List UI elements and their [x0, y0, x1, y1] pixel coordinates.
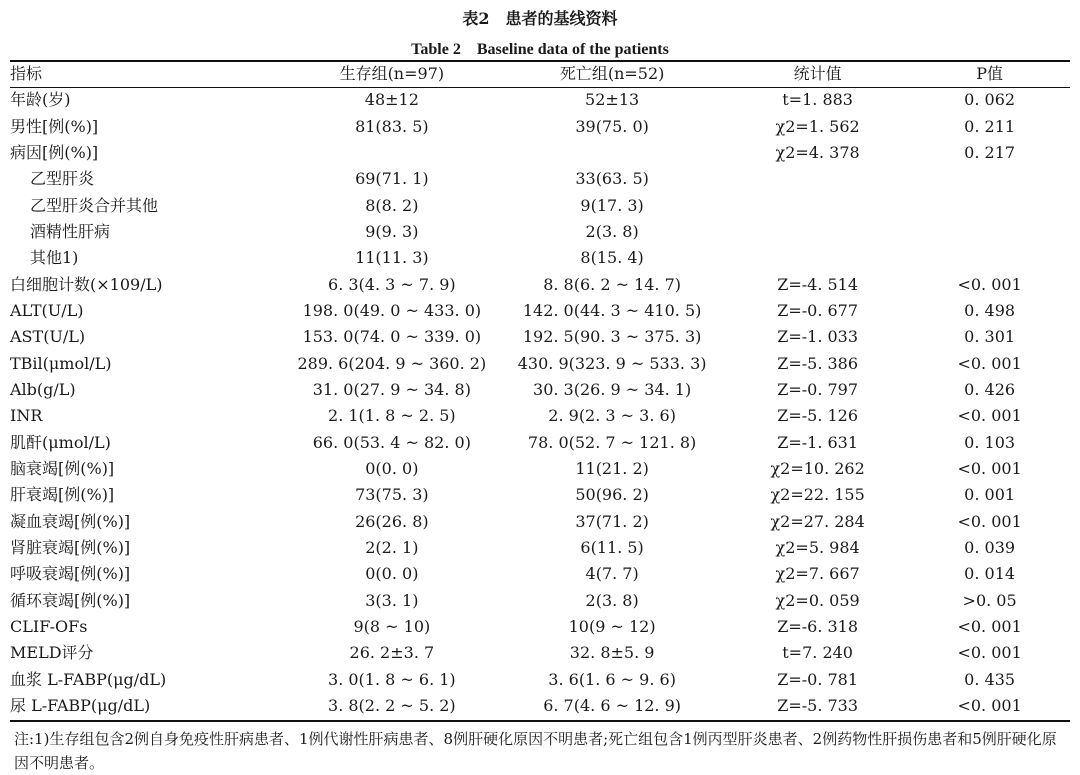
cell-p-value: >0. 05	[962, 590, 1017, 610]
table-row	[10, 429, 1070, 455]
cell-p-value: <0. 001	[957, 458, 1022, 478]
cell-survival: 2. 1(1. 8 ~ 2. 5)	[328, 406, 456, 426]
row-label: 肌酐(μmol/L)	[10, 432, 111, 452]
cell-p-value: 0. 001	[964, 485, 1016, 505]
cell-p-value: 0. 435	[964, 669, 1016, 689]
cell-death: 3. 6(1. 6 ~ 9. 6)	[548, 669, 676, 689]
row-label: Alb(g/L)	[10, 379, 76, 399]
cell-p-value: 0. 426	[964, 379, 1016, 399]
cell-p-value: <0. 001	[957, 274, 1022, 294]
cell-statistic: t=1. 883	[782, 90, 853, 110]
table-row	[10, 298, 1070, 324]
row-label: AST(U/L)	[10, 327, 86, 347]
cell-death: 8(15. 4)	[580, 248, 644, 268]
row-label: 其他1)	[30, 248, 79, 268]
row-label: 血浆 L-FABP(μg/dL)	[10, 669, 167, 689]
cell-statistic	[726, 192, 909, 218]
cell-statistic: Z=-0. 797	[777, 379, 859, 399]
cell-death: 192. 5(90. 3 ~ 375. 3)	[522, 327, 702, 347]
table-row	[10, 324, 1070, 350]
table-row	[10, 535, 1070, 561]
cell-statistic: Z=-1. 033	[777, 327, 859, 347]
table-row	[10, 456, 1070, 482]
cell-statistic: Z=-0. 677	[777, 300, 859, 320]
cell-p-value	[909, 245, 1070, 271]
cell-death: 52±13	[585, 90, 640, 110]
cell-p-value: <0. 001	[957, 511, 1022, 531]
row-label: MELD评分	[10, 643, 94, 663]
cell-p-value: <0. 001	[957, 617, 1022, 637]
table-title-chinese: 表2 患者的基线资料	[462, 9, 618, 28]
cell-survival: 11(11. 3)	[355, 248, 429, 268]
table-row	[10, 166, 1070, 192]
cell-survival: 9(9. 3)	[365, 221, 419, 241]
row-label: ALT(U/L)	[10, 300, 84, 320]
table-row	[10, 482, 1070, 508]
table-row	[10, 509, 1070, 535]
cell-p-value: 0. 014	[964, 564, 1016, 584]
cell-death: 9(17. 3)	[580, 195, 644, 215]
column-header-p-value: P值	[976, 64, 1003, 83]
cell-survival: 3(3. 1)	[365, 590, 419, 610]
cell-survival: 8(8. 2)	[365, 195, 419, 215]
cell-p-value	[909, 166, 1070, 192]
cell-survival: 81(83. 5)	[355, 116, 429, 136]
cell-death: 78. 0(52. 7 ~ 121. 8)	[527, 432, 697, 452]
cell-survival: 9(8 ~ 10)	[353, 617, 431, 637]
cell-p-value: <0. 001	[957, 696, 1022, 716]
baseline-table	[10, 61, 1070, 719]
cell-survival: 3. 0(1. 8 ~ 6. 1)	[328, 669, 456, 689]
row-label: 呼吸衰竭[例(%)]	[10, 564, 131, 584]
table-row	[10, 271, 1070, 297]
cell-statistic: Z=-5. 386	[777, 353, 859, 373]
cell-p-value: <0. 001	[957, 406, 1022, 426]
bottom-rule	[10, 720, 1070, 722]
cell-death: 39(75. 0)	[575, 116, 649, 136]
row-label: 男性[例(%)]	[10, 116, 99, 136]
cell-survival	[286, 140, 499, 166]
cell-statistic: χ2=1. 562	[775, 116, 860, 136]
table-row	[10, 377, 1070, 403]
cell-survival: 48±12	[364, 90, 419, 110]
cell-survival: 198. 0(49. 0 ~ 433. 0)	[302, 300, 482, 320]
cell-death: 10(9 ~ 12)	[568, 617, 656, 637]
cell-death: 2. 9(2. 3 ~ 3. 6)	[548, 406, 676, 426]
cell-survival: 26(26. 8)	[355, 511, 429, 531]
cell-death: 2(3. 8)	[585, 221, 639, 241]
table-row	[10, 219, 1070, 245]
table-title-english: Table 2 Baseline data of the patients	[411, 41, 669, 58]
cell-statistic: Z=-6. 318	[777, 617, 859, 637]
column-header-survival: 生存组(n=97)	[339, 64, 445, 83]
table-row	[10, 403, 1070, 429]
cell-p-value: 0. 301	[964, 327, 1016, 347]
row-label: 乙型肝炎	[30, 169, 95, 189]
cell-death: 32. 8±5. 9	[569, 643, 655, 663]
cell-statistic: χ2=5. 984	[775, 538, 860, 558]
cell-death: 37(71. 2)	[575, 511, 649, 531]
row-label: 肝衰竭[例(%)]	[10, 485, 115, 505]
column-header-statistic: 统计值	[793, 64, 842, 83]
cell-survival: 31. 0(27. 9 ~ 34. 8)	[312, 379, 471, 399]
table-body	[10, 87, 1070, 719]
row-label: CLIF-OFs	[10, 617, 88, 637]
row-label: 脑衰竭[例(%)]	[10, 458, 115, 478]
cell-p-value: 0. 211	[964, 116, 1016, 136]
cell-p-value: <0. 001	[957, 353, 1022, 373]
cell-statistic: Z=-1. 631	[777, 432, 859, 452]
cell-statistic: χ2=27. 284	[770, 511, 865, 531]
cell-p-value	[909, 192, 1070, 218]
cell-death: 50(96. 2)	[575, 485, 649, 505]
column-header-indicator: 指标	[10, 64, 43, 83]
cell-survival: 66. 0(53. 4 ~ 82. 0)	[312, 432, 471, 452]
cell-death: 142. 0(44. 3 ~ 410. 5)	[522, 300, 702, 320]
cell-death: 6. 7(4. 6 ~ 12. 9)	[543, 696, 682, 716]
cell-statistic: χ2=22. 155	[770, 485, 865, 505]
table-row	[10, 192, 1070, 218]
table-row	[10, 614, 1070, 640]
cell-death: 33(63. 5)	[575, 169, 649, 189]
cell-death: 8. 8(6. 2 ~ 14. 7)	[543, 274, 682, 294]
cell-survival: 0(0. 0)	[365, 458, 419, 478]
cell-statistic	[726, 219, 909, 245]
cell-survival: 289. 6(204. 9 ~ 360. 2)	[297, 353, 487, 373]
row-label: INR	[10, 406, 43, 426]
cell-survival: 3. 8(2. 2 ~ 5. 2)	[328, 696, 456, 716]
cell-death: 4(7. 7)	[585, 564, 639, 584]
cell-survival: 0(0. 0)	[365, 564, 419, 584]
cell-survival: 153. 0(74. 0 ~ 339. 0)	[302, 327, 482, 347]
row-label: 肾脏衰竭[例(%)]	[10, 538, 131, 558]
table-row	[10, 561, 1070, 587]
cell-death: 6(11. 5)	[580, 538, 644, 558]
row-label: 白细胞计数(×109/L)	[10, 274, 163, 294]
table-row	[10, 588, 1070, 614]
table-row	[10, 640, 1070, 666]
cell-survival: 69(71. 1)	[355, 169, 429, 189]
cell-statistic: Z=-4. 514	[777, 274, 859, 294]
cell-p-value: 0. 498	[964, 300, 1016, 320]
cell-p-value: 0. 217	[964, 142, 1016, 162]
table-row	[10, 667, 1070, 693]
cell-statistic: χ2=10. 262	[770, 458, 865, 478]
cell-statistic	[726, 245, 909, 271]
cell-survival: 2(2. 1)	[365, 538, 419, 558]
row-label: TBil(μmol/L)	[10, 353, 112, 373]
cell-p-value: 0. 062	[964, 90, 1016, 110]
table-row	[10, 245, 1070, 271]
column-header-death: 死亡组(n=52)	[559, 64, 665, 83]
cell-statistic: Z=-0. 781	[777, 669, 859, 689]
table-row	[10, 140, 1070, 166]
table-row	[10, 350, 1070, 376]
table-row	[10, 693, 1070, 719]
cell-p-value: <0. 001	[957, 643, 1022, 663]
cell-survival: 6. 3(4. 3 ~ 7. 9)	[328, 274, 456, 294]
cell-death: 30. 3(26. 9 ~ 34. 1)	[533, 379, 692, 399]
cell-statistic: χ2=7. 667	[775, 564, 860, 584]
cell-statistic	[726, 166, 909, 192]
cell-statistic: χ2=4. 378	[775, 142, 860, 162]
row-label: 循环衰竭[例(%)]	[10, 590, 131, 610]
header-row	[10, 61, 1070, 87]
table-footnote: 注:1)生存组包含2例自身免疫性肝病患者、1例代谢性肝病患者、8例肝硬化原因不明患者;死亡组包含1例丙型肝炎患者、2例药物性肝损伤患者和5例肝硬化原因不明患者。	[14, 730, 1057, 772]
cell-statistic: Z=-5. 126	[777, 406, 859, 426]
cell-death: 2(3. 8)	[585, 590, 639, 610]
cell-survival: 73(75. 3)	[355, 485, 429, 505]
cell-p-value: 0. 103	[964, 432, 1016, 452]
cell-survival: 26. 2±3. 7	[349, 643, 435, 663]
row-label: 酒精性肝病	[30, 221, 111, 241]
table-row	[10, 113, 1070, 139]
row-label: 乙型肝炎合并其他	[30, 195, 159, 215]
cell-death	[498, 140, 726, 166]
cell-death: 11(21. 2)	[575, 458, 649, 478]
cell-statistic: χ2=0. 059	[775, 590, 860, 610]
row-label: 年龄(岁)	[10, 90, 71, 110]
cell-p-value: 0. 039	[964, 538, 1016, 558]
cell-death: 430. 9(323. 9 ~ 533. 3)	[517, 353, 707, 373]
cell-statistic: Z=-5. 733	[777, 696, 859, 716]
table-row	[10, 87, 1070, 113]
row-label: 尿 L-FABP(μg/dL)	[10, 696, 151, 716]
row-label: 凝血衰竭[例(%)]	[10, 511, 131, 531]
cell-p-value	[909, 219, 1070, 245]
row-label: 病因[例(%)]	[10, 142, 99, 162]
cell-statistic: t=7. 240	[782, 643, 853, 663]
